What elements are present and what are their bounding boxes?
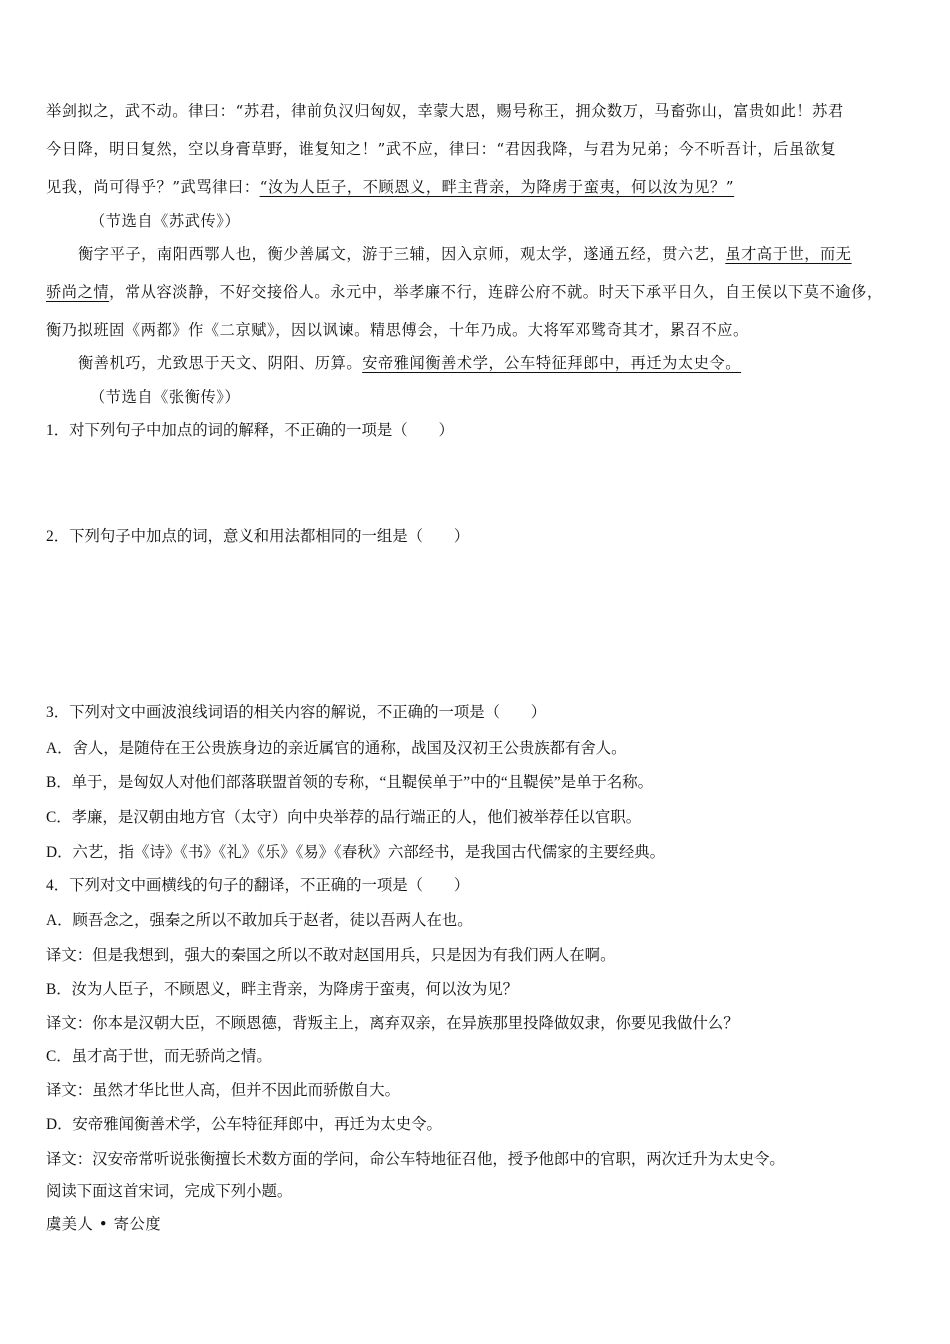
q4-option-d-translation: 译文：汉安帝常听说张衡擅长术数方面的学问，命公车特地征召他，授予他郎中的官职，两次迁升为太史令。 [46,1151,785,1168]
underlined-sentence-1: “汝为人臣子，不顾恩义，畔主背亲，为降虏于蛮夷，何以汝为见？” [259,178,735,196]
passage2-p2 [78,352,906,374]
underlined-sentence-2a: 虽才高于世，而无 [725,245,852,263]
passage2-p1-line2-text: ，常从容淡静，不好交接俗人。永元中，举孝廉不行，连辟公府不就。时天下承平日久，自王侯以下莫不逾侈， [109,283,883,301]
q4-stem: 4．下列对文中画横线的句子的翻译，不正确的一项是（ ） [46,877,470,894]
passage1-line3 [46,176,906,198]
q4-option-c: C．虽才高于世，而无骄尚之情。 [46,1048,272,1065]
q3-stem: 3．下列对文中画波浪线词语的相关内容的解说，不正确的一项是（ ） [46,704,547,721]
passage2-p1-line1 [78,243,906,265]
q1-stem: 1．对下列句子中加点的词的解释，不正确的一项是（ ） [46,422,454,439]
passage1-source: （节选自《苏武传》） [90,212,241,230]
passage2-p1-line3: 衡乃拟班固《两都》作《二京赋》，因以讽谏。精思傅会，十年乃成。大将军邓骘奇其才，累召不应。 [46,321,749,339]
q3-option-b: B．单于，是匈奴人对他们部落联盟首领的专称，“且鞮侯单于”中的“且鞮侯”是单于名称。 [46,774,654,791]
passage2-p1-line1-text: 衡字平子，南阳西鄂人也，衡少善属文，游于三辅，因入京师，观太学，遂通五经，贯六艺， [78,245,726,263]
q4-option-b-translation: 译文：你本是汉朝大臣，不顾恩德，背叛主上，离弃双亲，在异族那里投降做奴隶，你要见我做什么？ [46,1015,739,1032]
q4-option-a: A．顾吾念之，强秦之所以不敢加兵于赵者，徒以吾两人在也。 [46,912,473,929]
q4-option-b: B．汝为人臣子，不顾恩义，畔主背亲，为降虏于蛮夷，何以汝为见？ [46,981,518,998]
q4-option-d: D．安帝雅闻衡善术学，公车特征拜郎中，再迁为太史令。 [46,1116,442,1133]
underlined-sentence-3: 安帝雅闻衡善术学，公车特征拜郎中，再迁为太史令。 [362,354,742,372]
passage1-line2: 今日降，明日复然，空以身膏草野，谁复知之！”武不应，律曰：“君因我降，与君为兄弟；今不听吾计，后虽欲复 [46,140,837,158]
underlined-sentence-2b: 骄尚之情 [46,283,110,301]
poem-title: 虞美人 • 寄公度 [46,1215,162,1233]
passage1-line1: 举剑拟之，武不动。律曰：“苏君，律前负汉归匈奴，幸蒙大恩，赐号称王，拥众数万，马畜弥山，富贵如此！苏君 [46,102,844,120]
next-section-intro: 阅读下面这首宋词，完成下列小题。 [46,1183,293,1200]
passage2-source: （节选自《张衡传》） [90,388,241,406]
passage2-p2-text: 衡善机巧，尤致思于天文、阴阳、历算。 [78,354,363,372]
q3-option-a: A．舍人，是随侍在王公贵族身边的亲近属官的通称，战国及汉初王公贵族都有舍人。 [46,740,627,757]
q3-option-d: D．六艺，指《诗》《书》《礼》《乐》《易》《春秋》六部经书，是我国古代儒家的主要经典。 [46,844,666,861]
passage1-line3-text: 见我，尚可得乎？”武骂律曰： [46,178,260,196]
q2-stem: 2．下列句子中加点的词，意义和用法都相同的一组是（ ） [46,528,470,545]
passage2-p1-line2 [46,281,906,303]
q4-option-a-translation: 译文：但是我想到，强大的秦国之所以不敢对赵国用兵，只是因为有我们两人在啊。 [46,947,616,964]
q4-option-c-translation: 译文：虽然才华比世人高，但并不因此而骄傲自大。 [46,1082,400,1099]
q3-option-c: C．孝廉，是汉朝由地方官（太守）向中央举荐的品行端正的人，他们被举荐任以官职。 [46,809,642,826]
